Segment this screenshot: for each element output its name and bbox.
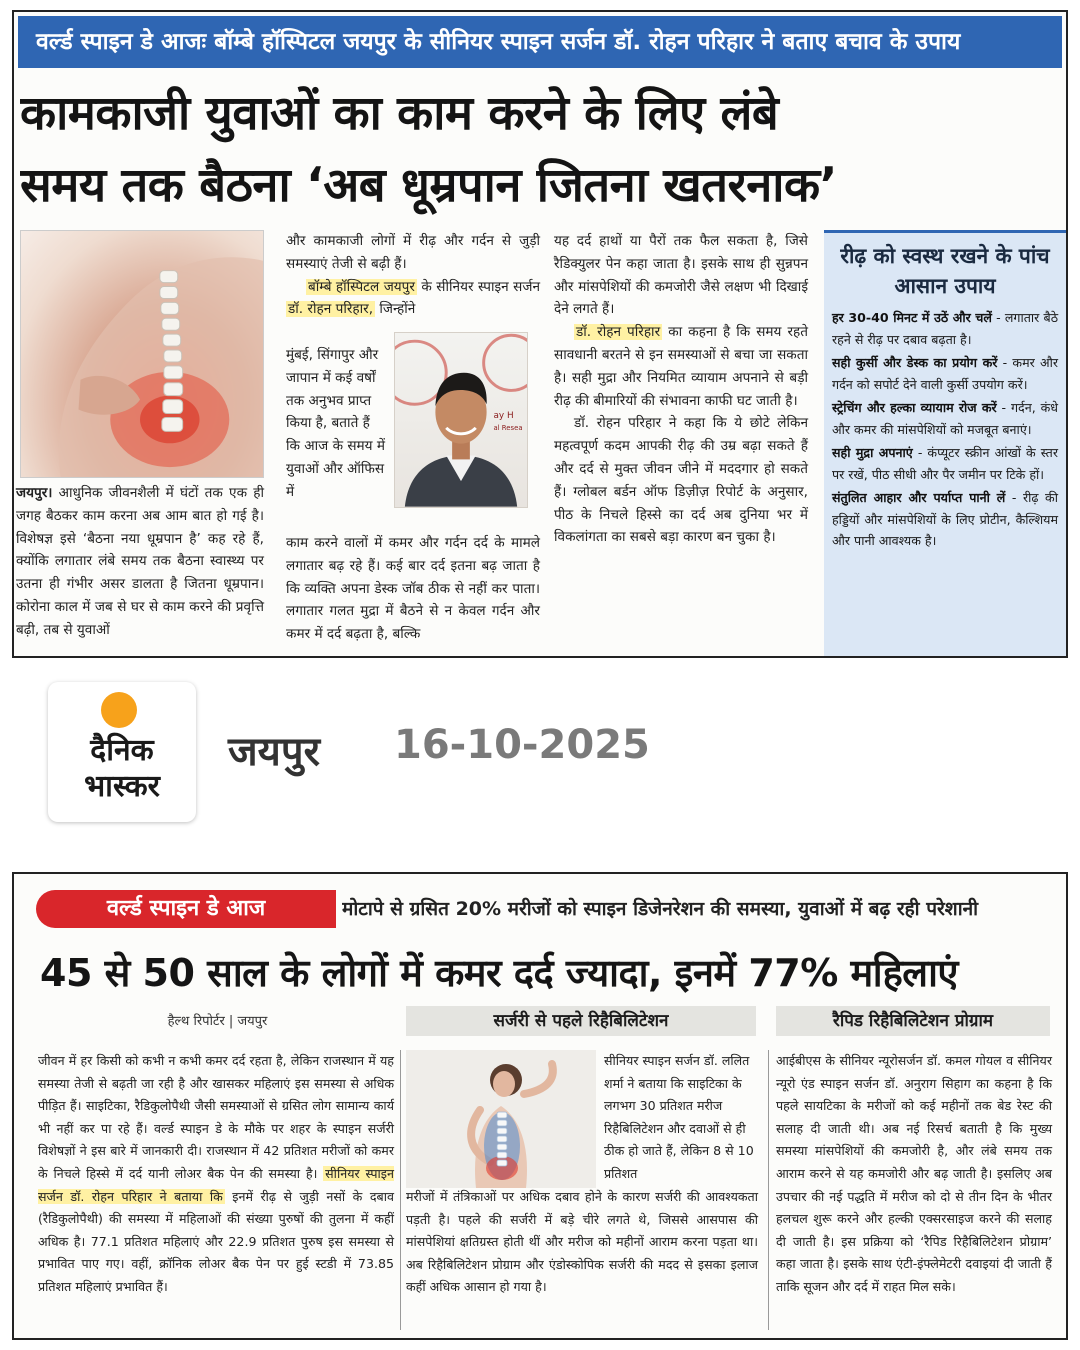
logo-text-line-2: भास्कर	[84, 769, 160, 804]
tip-item: संतुलित आहार और पर्याप्त पानी लें - रीढ़ की हड्डियों और मांसपेशियों के लिए प्रोटीन, कैल्शियम और पानी आवश्यक है।	[832, 490, 1058, 548]
highlight-doctor: डॉ. रोहन परिहार,	[288, 301, 374, 318]
news-clipping-2	[12, 872, 1068, 1340]
column-1-text-b: इनमें रीढ़ से जुड़ी नसों के दबाव (रैडिकुलोपैथी) की समस्या में महिलाओं की संख्या पुरुषों की तुलना में कहीं अधिक है। 77.1 प्रतिशत महिलाएं और 22.9 प्रतिशत पुरुष इस समस्या से प्रभावित पाए गए। वहीं, क्रॉनिक लोअर बैक पेन पर हुई स्टडी में 73.85 प्रतिशत महिलाएं प्रभावित हैं।	[38, 1188, 394, 1294]
column-3: आईबीएस के सीनियर न्यूरोसर्जन डॉ. कमल गोयल व सीनियर न्यूरो एंड स्पाइन सर्जन डॉ. अनुराग सिहाग का कहना है कि पहले सायटिका के मरीजों को कई महीनों तक बेड रेस्ट की सलाह दी जाती थी। अब नई रिसर्च बताती है कि मुख्य समस्या मांसपेशियों की कमजोरी है, और लंबे समय तक आराम करने से यह कमजोरी और बढ़ जाती है। इसलिए अब उपचार की नई पद्धति में मरीज को दो से तीन दिन के भीतर हलचल शुरू करने और हल्की एक्सरसाइज करने की सलाह दी जाती है। इस प्रक्रिया को ‘रैपिड रिहैबिलिटेशन प्रोग्राम’ कहा जाता है। इसके साथ एंटी-इंफ्लेमेटरी दवाइयां दी जाती हैं ताकि सूजन और दर्द में राहत मिल सके।	[776, 1053, 1052, 1294]
column-1-text: आधुनिक जीवनशैली में घंटों तक एक ही जगह बैठकर काम करना अब आम बात हो गई है। विशेषज्ञ इसे ‘बैठना नया धूम्रपान है’ कह रहे हैं, क्योंकि लगातार लंबे समय तक बैठना स्वास्थ्य पर उतना ही गंभीर असर डालता है जितना धूम्रपान। कोरोना काल में जब से घर से काम करने की प्रवृत्ति बढ़ी, तब से युवाओं	[16, 485, 264, 638]
news-clipping-1	[12, 10, 1068, 658]
column-3-para-1: यह दर्द हाथों या पैरों तक फैल सकता है, जिसे रैडिक्युलर पेन कहा जाता है। इसके साथ ही सुन्नपन और मांसपेशियों की कमजोरी जैसे लक्षण भी दिखाई देने लगते हैं।	[554, 233, 808, 318]
section-tag: वर्ल्ड स्पाइन डे आज	[36, 890, 336, 928]
kicker: मोटापे से ग्रसित 20% मरीजों को स्पाइन डिजेनरेशन की समस्या, युवाओं में बढ़ रही परेशानी	[342, 898, 979, 920]
column-1-text-a: जीवन में हर किसी को कभी न कभी कमर दर्द रहता है, लेकिन राजस्थान में यह समस्या तेजी से बढ़ती जा रही है और खासकर महिलाएं इस समस्या से अधिक पीड़ित हैं। साइटिका, रैडिकुलोपैथी जैसी समस्याओं से ग्रसित लोग सामान्य कार्य भी नहीं कर पा रहे हैं। वर्ल्ड स्पाइन डे के मौके पर शहर के स्पाइन सर्जरी विशेषज्ञों ने इस बारे में जानकारी दी। राजस्थान में 42 प्रतिशत मरीजों को कमर के निचले हिस्से में दर्द यानी लोअर बैक पेन की समस्या है।	[38, 1053, 394, 1181]
edition-date: 16-10-2025	[394, 722, 650, 768]
headline-line-2: समय तक बैठना ‘अब धूम्रपान जितना खतरनाक’	[20, 158, 837, 213]
subhead-rehab-before-surgery: सर्जरी से पहले रिहैबिलिटेशन	[406, 1006, 756, 1036]
column-1	[38, 1050, 394, 1299]
tip-item: स्ट्रेचिंग और हल्का व्यायाम रोज करें - गर्दन, कंधे और कमर की मांसपेशियों को मजबूत बनाएं।	[832, 400, 1058, 437]
highlight-doctor: सीनियर स्पाइन सर्जन डॉ. रोहन परिहार ने बताया कि	[38, 1165, 394, 1204]
tip-item: हर 30-40 मिनट में उठें और चलें - लगातार बैठे रहने से रीढ़ पर दबाव बढ़ता है।	[832, 310, 1059, 347]
subhead-rapid-rehab: रैपिड रिहैबिलिटेशन प्रोग्राम	[776, 1006, 1050, 1036]
back-pain-illustration	[406, 1050, 596, 1188]
doctor-illustration	[395, 333, 527, 507]
spine-illustration	[21, 231, 263, 477]
dainik-bhaskar-logo	[48, 682, 196, 822]
tip-item: सही कुर्सी और डेस्क का प्रयोग करें - कमर और गर्दन को सपोर्ट देने वाली कुर्सी उपयोग करें।	[832, 355, 1058, 392]
highlight-hospital: बॉम्बे हॉस्पिटल जयपुर	[308, 278, 415, 295]
portrait-backdrop-text-2: al Resea	[493, 423, 523, 432]
dateline: जयपुर।	[16, 485, 53, 501]
sun-icon	[101, 692, 137, 728]
highlight-doctor-2: डॉ. रोहन परिहार	[576, 324, 661, 341]
back-pain-photo	[20, 230, 264, 478]
headline: 45 से 50 साल के लोगों में कमर दर्द ज्यादा, इनमें 77% महिलाएं	[40, 951, 958, 995]
column-3	[554, 230, 808, 549]
column-3-para-2: का कहना है कि समय रहते सावधानी बरतने से इन समस्याओं से बचा जा सकता है। सही मुद्रा और नियमित व्यायाम अपनाने से बड़ी रीढ़ की बीमारियों की संभावना काफी घट जाती है।	[554, 324, 808, 409]
column-2-top: सीनियर स्पाइन सर्जन डॉ. ललित शर्मा ने बताया कि साइटिका के लगभग 30 प्रतिशत मरीज रिहैबिलिटेशन और दवाओं से ही ठीक हो जाते हैं, लेकिन 8 से 10 प्रतिशत	[604, 1053, 754, 1181]
column-2-mid2: जिन्होंने	[375, 301, 416, 318]
column-1	[16, 482, 264, 642]
doctor-portrait	[394, 332, 528, 508]
column-3-para-3: डॉ. रोहन परिहार ने कहा कि ये छोटे लेकिन महत्वपूर्ण कदम आपकी रीढ़ की उम्र बढ़ा सकते हैं और दर्द से मुक्त जीवन जीने में मददगार हो सकते हैं। ग्लोबल बर्डन ऑफ डिज़ीज़ रिपोर्ट के अनुसार, पीठ के निचले हिस्से का दर्द अब दुनिया भर में विकलांगता का सबसे बड़ा कारण बन चुका है।	[554, 415, 808, 546]
headline-line-1: कामकाजी युवाओं का काम करने के लिए लंबे	[20, 86, 779, 141]
top-strip: वर्ल्ड स्पाइन डे आजः बॉम्बे हॉस्पिटल जयपुर के सीनियर स्पाइन सर्जन डॉ. रोहन परिहार ने बताए बचाव के उपाय	[18, 16, 1062, 68]
tips-box	[824, 230, 1066, 658]
headline	[20, 78, 1060, 222]
column-2-mid1: के सीनियर स्पाइन सर्जन	[416, 278, 541, 295]
edition-city: जयपुर	[228, 729, 320, 775]
logo-text-line-1: दैनिक	[90, 733, 154, 768]
column-2-intro: और कामकाजी लोगों में रीढ़ और गर्दन से जुड़ी समस्याएं तेजी से बढ़ी हैं।	[286, 233, 540, 272]
column-divider	[400, 1050, 401, 1330]
woman-back-pain-photo	[406, 1050, 596, 1188]
portrait-backdrop-text: ay H	[493, 411, 514, 422]
tips-box-title: रीढ़ को स्वस्थ रखने के पांच आसान उपाय	[840, 244, 1050, 298]
column-2-bottom: काम करने वालों में कमर और गर्दन दर्द के मामले लगातार बढ़ रहे हैं। कई बार दर्द इतना बढ़ जाता है कि व्यक्ति अपना डेस्क जॉब ठीक से नहीं कर पाता। लगातार गलत मुद्रा में बैठने से न केवल गर्दन और कमर में दर्द बढ़ता है, बल्कि	[286, 535, 540, 643]
column-divider	[768, 1050, 769, 1330]
column-2-bottom: मरीजों में तंत्रिकाओं पर अधिक दबाव होने के कारण सर्जरी की आवश्यकता पड़ती है। पहले की सर्जरी में बड़े चीरे लगते थे, जिससे आसपास की मांसपेशियां क्षतिग्रस्त होती थीं और मरीज को महीनों आराम करना पड़ता था। अब रिहैबिलिटेशन प्रोग्राम और एंडोस्कोपिक सर्जरी की मदद से इसका इलाज कहीं अधिक आसान हो गया है।	[406, 1189, 758, 1295]
tip-item: सही मुद्रा अपनाएं - कंप्यूटर स्क्रीन आंखों के स्तर पर रखें, पीठ सीधी और पैर जमीन पर टिके हों।	[832, 445, 1058, 482]
byline: हैल्थ रिपोर्टर | जयपुर	[167, 1014, 268, 1029]
column-2-top	[286, 230, 540, 321]
column-2-wrap-text: मुंबई, सिंगापुर और जापान में कई वर्षों तक अनुभव प्राप्त किया है, बताते हैं कि आज के समय में युवाओं और ऑफिस में	[286, 347, 385, 500]
